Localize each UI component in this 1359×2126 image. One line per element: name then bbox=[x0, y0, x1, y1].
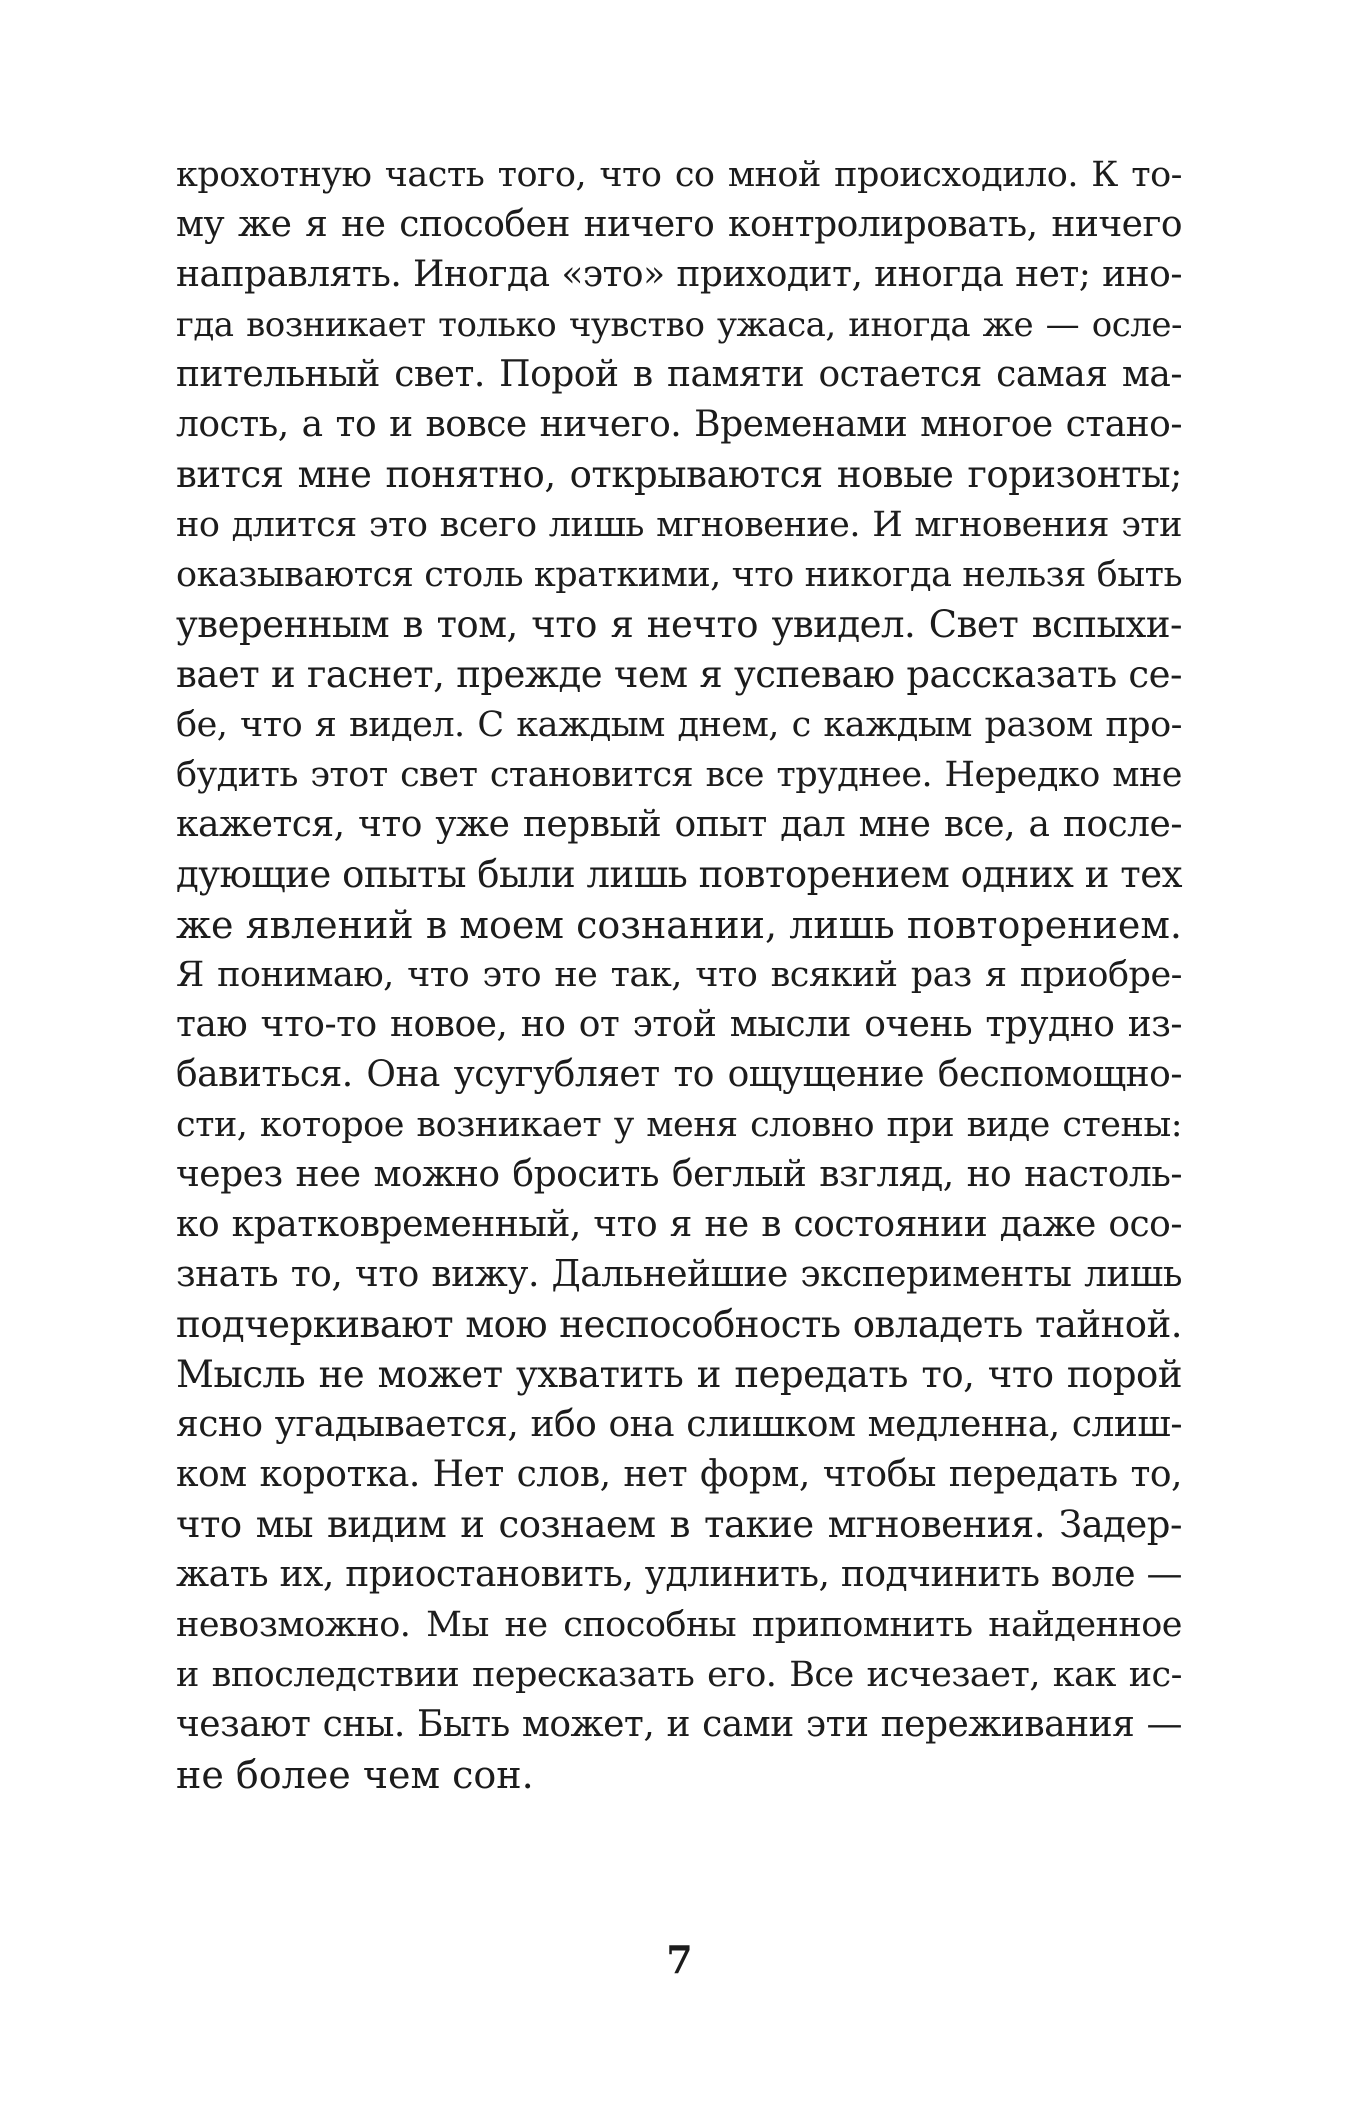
text-line: жать их, приостановить, удлинить, подчинить воле — bbox=[176, 1554, 1182, 1595]
text-line: чезают сны. Быть может, и сами эти переживания — bbox=[176, 1704, 1182, 1745]
text-line: ком коротка. Нет слов, нет форм, чтобы передать то, bbox=[176, 1454, 1182, 1495]
text-line: что мы видим и сознаем в такие мгновения. Задер- bbox=[176, 1503, 1182, 1546]
text-line: же явлений в моем сознании, лишь повторением. bbox=[176, 903, 1182, 947]
text-line: ко кратковременный, что я не в состоянии даже осо- bbox=[176, 1204, 1182, 1245]
text-line: Я понимаю, что это не так, что всякий раз я приобре- bbox=[176, 955, 1182, 995]
text-line: гда возникает только чувство ужаса, иногда же — осле- bbox=[176, 305, 1182, 345]
text-line: сти, которое возникает у меня словно при виде стены: bbox=[176, 1105, 1182, 1145]
page-number: 7 bbox=[666, 1937, 693, 1982]
text-line: таю что-то новое, но от этой мысли очень трудно из- bbox=[176, 1004, 1182, 1045]
text-line: вает и гаснет, прежде чем я успеваю рассказать се- bbox=[176, 653, 1182, 696]
text-line: лость, а то и вовсе ничего. Временами многое стано- bbox=[176, 404, 1182, 445]
text-line: знать то, что вижу. Дальнейшие эксперименты лишь bbox=[176, 1254, 1182, 1295]
text-line-last: не более чем сон. bbox=[176, 1753, 534, 1797]
text-line: му же я не способен ничего контролировать, ничего bbox=[176, 204, 1182, 245]
text-line: ясно угадывается, ибо она слишком медленна, слиш- bbox=[176, 1404, 1182, 1445]
text-line: уверенным в том, что я нечто увидел. Свет вспыхи- bbox=[176, 603, 1182, 646]
text-line: будить этот свет становится все труднее. Нередко мне bbox=[176, 755, 1182, 795]
text-line: оказываются столь краткими, что никогда нельзя быть bbox=[176, 555, 1182, 595]
text-line: подчеркивают мою неспособность овладеть тайной. bbox=[176, 1303, 1182, 1346]
text-line: бавиться. Она усугубляет то ощущение беспомощно- bbox=[176, 1054, 1182, 1095]
text-line: бе, что я видел. С каждым днем, с каждым разом про- bbox=[176, 705, 1182, 745]
text-line: через нее можно бросить беглый взгляд, но настоль- bbox=[176, 1154, 1182, 1195]
text-line: вится мне понятно, открываются новые горизонты; bbox=[176, 453, 1182, 496]
text-line: пительный свет. Порой в памяти остается самая ма- bbox=[176, 354, 1182, 395]
text-line: дующие опыты были лишь повторением одних и тех bbox=[176, 853, 1182, 896]
text-line: крохотную часть того, что со мной происходило. К то- bbox=[176, 155, 1182, 195]
text-line: и впоследствии пересказать его. Все исчезает, как ис- bbox=[176, 1655, 1182, 1695]
text-line: кажется, что уже первый опыт дал мне все, а после- bbox=[176, 804, 1182, 845]
body-text bbox=[176, 150, 1182, 1800]
text-line: но длится это всего лишь мгновение. И мгновения эти bbox=[176, 505, 1182, 545]
text-line: направлять. Иногда «это» приходит, иногда нет; ино- bbox=[176, 254, 1182, 295]
text-line: Мысль не может ухватить и передать то, что порой bbox=[176, 1353, 1182, 1396]
text-line: невозможно. Мы не способны припомнить найденное bbox=[176, 1605, 1182, 1645]
